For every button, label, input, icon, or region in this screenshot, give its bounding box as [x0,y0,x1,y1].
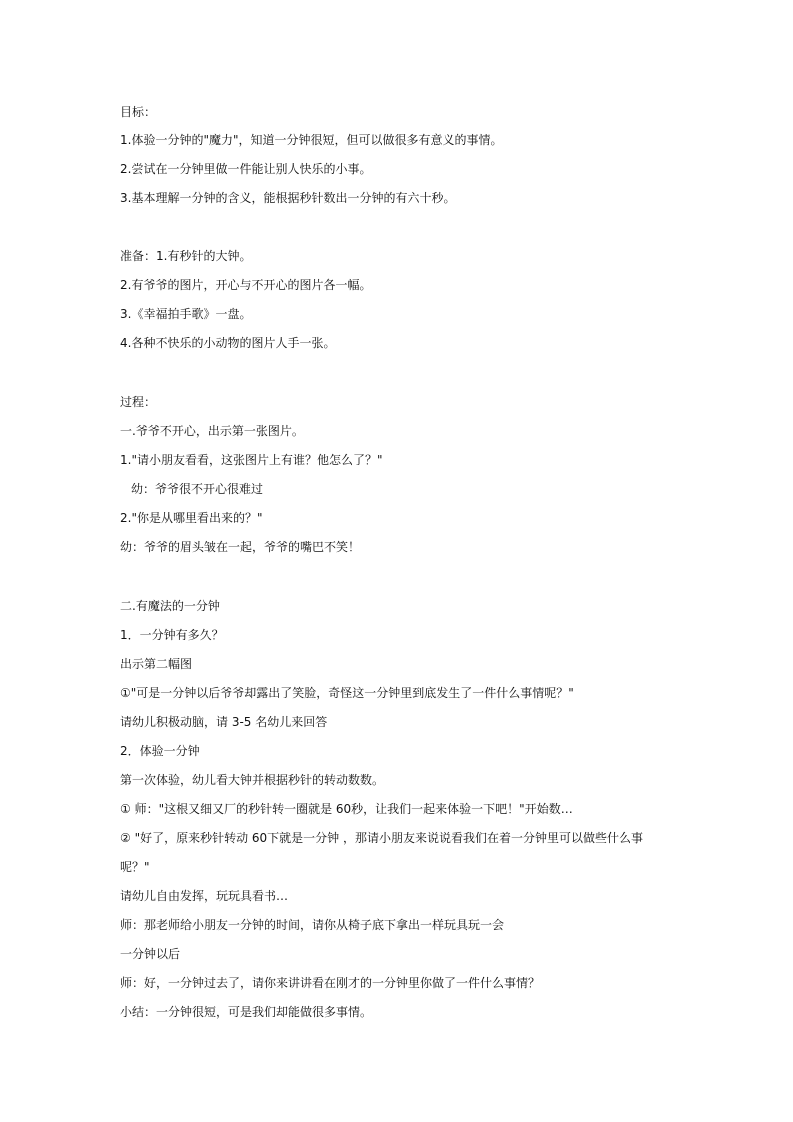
part1-line-3: 2."你是从哪里看出来的？" [120,511,263,525]
preparation-item-4: 4.各种不快乐的小动物的图片人手一张。 [120,336,336,350]
part2-line-14: 小结：一分钟很短，可是我们却能做很多事情。 [120,1005,373,1019]
part2-line-5: 2．体验一分钟 [120,744,200,758]
goal-item-1: 1.体验一分钟的"魔力"，知道一分钟很短，但可以做很多有意义的事情。 [120,133,503,147]
preparation-item-3: 3.《幸福拍手歌》一盘。 [120,307,252,321]
goals-heading: 目标： [120,105,157,119]
goal-item-3: 3.基本理解一分钟的含义，能根据秒针数出一分钟的有六十秒。 [120,191,456,205]
part2-line-11: 师：那老师给小朋友一分钟的时间，请你从椅子底下拿出一样玩具玩一会 [120,918,505,932]
part2-line-3: ①"可是一分钟以后爷爷却露出了笑脸，奇怪这一分钟里到底发生了一件什么事情呢？" [120,686,574,700]
part2-line-10: 请幼儿自由发挥，玩玩具看书… [120,889,289,903]
part2-line-8: ② "好了，原来秒针转动 60下就是一分钟 ，那请小朋友来说说看我们在着一分钟里可以做些什么事 [120,831,643,845]
part1-line-1: 1."请小朋友看看，这张图片上有谁？他怎么了？" [120,453,383,467]
part2-line-9: 呢？" [120,860,150,874]
part2-line-2: 出示第二幅图 [120,657,193,671]
part2-line-13: 师：好，一分钟过去了，请你来讲讲看在刚才的一分钟里你做了一件什么事情？ [120,976,541,990]
part2-title: 二.有魔法的一分钟 [120,599,220,613]
part1-title: 一.爷爷不开心，出示第一张图片。 [120,424,304,438]
part2-line-7: ① 师："这根又细又厂的秒针转一圈就是 60秒，让我们一起来体验一下吧！"开始数… [120,802,573,816]
part2-line-6: 第一次体验，幼儿看大钟并根据秒针的转动数数。 [120,773,385,787]
part1-line-2: 幼：爷爷很不开心很难过 [131,482,264,496]
part2-line-12: 一分钟以后 [120,947,181,961]
goal-item-2: 2.尝试在一分钟里做一件能让别人快乐的小事。 [120,162,372,176]
preparation-heading: 准备：1.有秒针的大钟。 [120,249,252,263]
preparation-item-2: 2.有爷爷的图片，开心与不开心的图片各一幅。 [120,278,372,292]
process-heading: 过程： [120,395,157,409]
part1-line-4: 幼：爷爷的眉头皱在一起，爷爷的嘴巴不笑！ [120,540,361,554]
part2-line-1: 1．一分钟有多久？ [120,628,224,642]
part2-line-4: 请幼儿积极动脑，请 3-5 名幼儿来回答 [120,715,328,729]
